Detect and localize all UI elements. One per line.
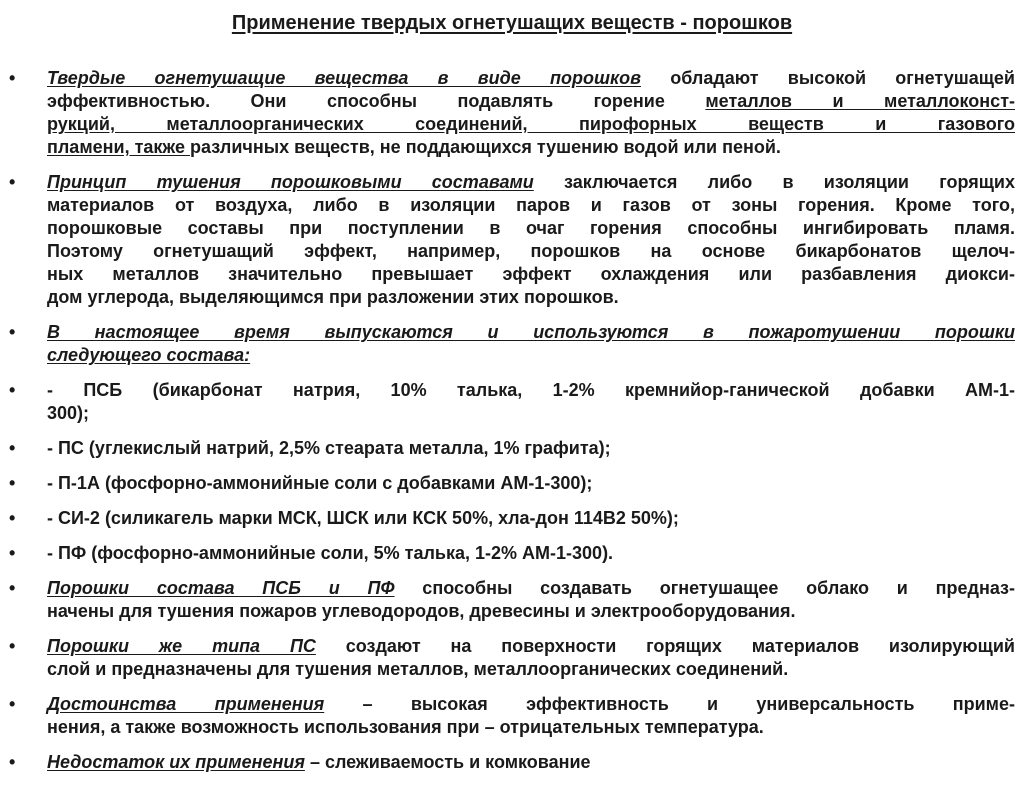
bullet-icon: • [9, 172, 16, 192]
body-text: заключается либо в изоляции горящих [533, 172, 1015, 192]
slide-title [0, 12, 1024, 35]
emphasis-text: Принцип тушения порошковыми составами [47, 172, 534, 192]
slide-title-text: Применение твердых огнетушащих веществ - порошков [231, 12, 793, 34]
bullet-icon: • [9, 636, 16, 656]
text-line [47, 171, 1015, 194]
bullet-item [0, 751, 1024, 774]
emphasis-text: следующего состава: [47, 345, 251, 365]
body-text: ных металлов значительно превышает эффект охлаждения или разбавления диокси- [47, 264, 1015, 284]
body-text: материалов от воздуха, либо в изоляции паров и газов от зоны горения. Кроме того, [47, 195, 1015, 215]
bullet-item [0, 472, 1024, 495]
text-line [47, 113, 1015, 136]
text-line [47, 286, 1015, 309]
body-text: порошковые составы при поступлении в очаг горения способны ингибировать пламя. [47, 218, 1015, 238]
emphasis-text: Твердые огнетушащие вещества в виде порошков [47, 68, 641, 88]
bullet-item [0, 693, 1024, 739]
body-text: рукций, металлоорганических соединений, пирофорных веществ и газового [47, 114, 1015, 134]
text-line [47, 507, 1015, 530]
text-line [47, 379, 1015, 402]
emphasis-text: Недостаток их применения [47, 752, 305, 772]
bullet-item [0, 171, 1024, 309]
emphasis-text: Порошки состава ПСБ и ПФ [47, 578, 395, 598]
body-text: обладают высокой огнетушащей [640, 68, 1015, 88]
text-line [47, 194, 1015, 217]
body-text: дом углерода, выделяющимся при разложении этих порошков. [47, 287, 619, 307]
bullet-icon: • [9, 322, 16, 342]
text-line [47, 437, 1015, 460]
text-line [47, 658, 1015, 681]
body-text: - ПСБ (бикарбонат натрия, 10% талька, 1-2% кремнийор-ганической добавки АМ-1- [47, 380, 1015, 400]
body-text: – высокая эффективность и универсальность приме- [324, 694, 1015, 714]
text-line [47, 716, 1015, 739]
text-line [47, 402, 1015, 425]
bullet-item [0, 577, 1024, 623]
body-text: - СИ-2 (силикагель марки МСК, ШСК или КСК 50%, хла-дон 114В2 50%); [47, 508, 679, 528]
emphasis-text: В настоящее время выпускаются и используются в пожаротушении порошки [47, 322, 1015, 342]
text-line [47, 542, 1015, 565]
body-text: Поэтому огнетушащий эффект, например, порошков на основе бикарбонатов щелоч- [47, 241, 1015, 261]
body-text: пламени, также [47, 137, 190, 157]
bullet-item [0, 542, 1024, 565]
body-text: слой и предназначены для тушения металлов, металлоорганических соединений. [47, 659, 789, 679]
bullet-item [0, 67, 1024, 159]
bullet-icon: • [9, 380, 16, 400]
bullet-icon: • [9, 438, 16, 458]
body-text: нения, а также возможность использования при – отрицательных температура. [47, 717, 764, 737]
bullet-icon: • [9, 473, 16, 493]
text-line [47, 635, 1015, 658]
bullet-item [0, 437, 1024, 460]
body-text: - ПФ (фосфорно-аммонийные соли, 5% талька, 1-2% АМ-1-300). [47, 543, 614, 563]
body-text: металлов и металлоконст- [705, 91, 1015, 111]
body-text: различных веществ, не поддающихся тушению водой или пеной. [189, 137, 781, 157]
body-text: начены для тушения пожаров углеводородов, древесины и электрооборудования. [47, 601, 796, 621]
text-line [47, 67, 1015, 90]
bullet-item [0, 507, 1024, 530]
text-line [47, 472, 1015, 495]
bullet-icon: • [9, 543, 16, 563]
bullet-icon: • [9, 68, 16, 88]
bullet-icon: • [9, 508, 16, 528]
body-text: – слеживаемость и комкование [304, 752, 591, 772]
bullet-item [0, 321, 1024, 367]
text-line [47, 90, 1015, 113]
body-text: - П-1А (фосфорно-аммонийные соли с добавками АМ-1-300); [47, 473, 593, 493]
text-line [47, 321, 1015, 344]
bullet-icon: • [9, 578, 16, 598]
body-text: 300); [47, 403, 90, 423]
body-text: эффективностью. Они способны подавлять горение [47, 91, 706, 111]
bullet-item [0, 379, 1024, 425]
text-line [47, 693, 1015, 716]
emphasis-text: Достоинства применения [47, 694, 325, 714]
text-line [47, 136, 1015, 159]
bullet-icon: • [9, 752, 16, 772]
bullet-item [0, 635, 1024, 681]
body-text: способны создавать огнетушащее облако и предназ- [394, 578, 1016, 598]
text-line [47, 751, 1015, 774]
text-line [47, 600, 1015, 623]
text-line [47, 217, 1015, 240]
text-line [47, 263, 1015, 286]
body-text: - ПС (углекислый натрий, 2,5% стеарата металла, 1% графита); [47, 438, 611, 458]
emphasis-text: Порошки же типа ПС [47, 636, 316, 656]
body-text: создают на поверхности горящих материалов изолирующий [315, 636, 1015, 656]
bullet-list [0, 67, 1024, 786]
text-line [47, 344, 1015, 367]
text-line [47, 240, 1015, 263]
text-line [47, 577, 1015, 600]
bullet-icon: • [9, 694, 16, 714]
